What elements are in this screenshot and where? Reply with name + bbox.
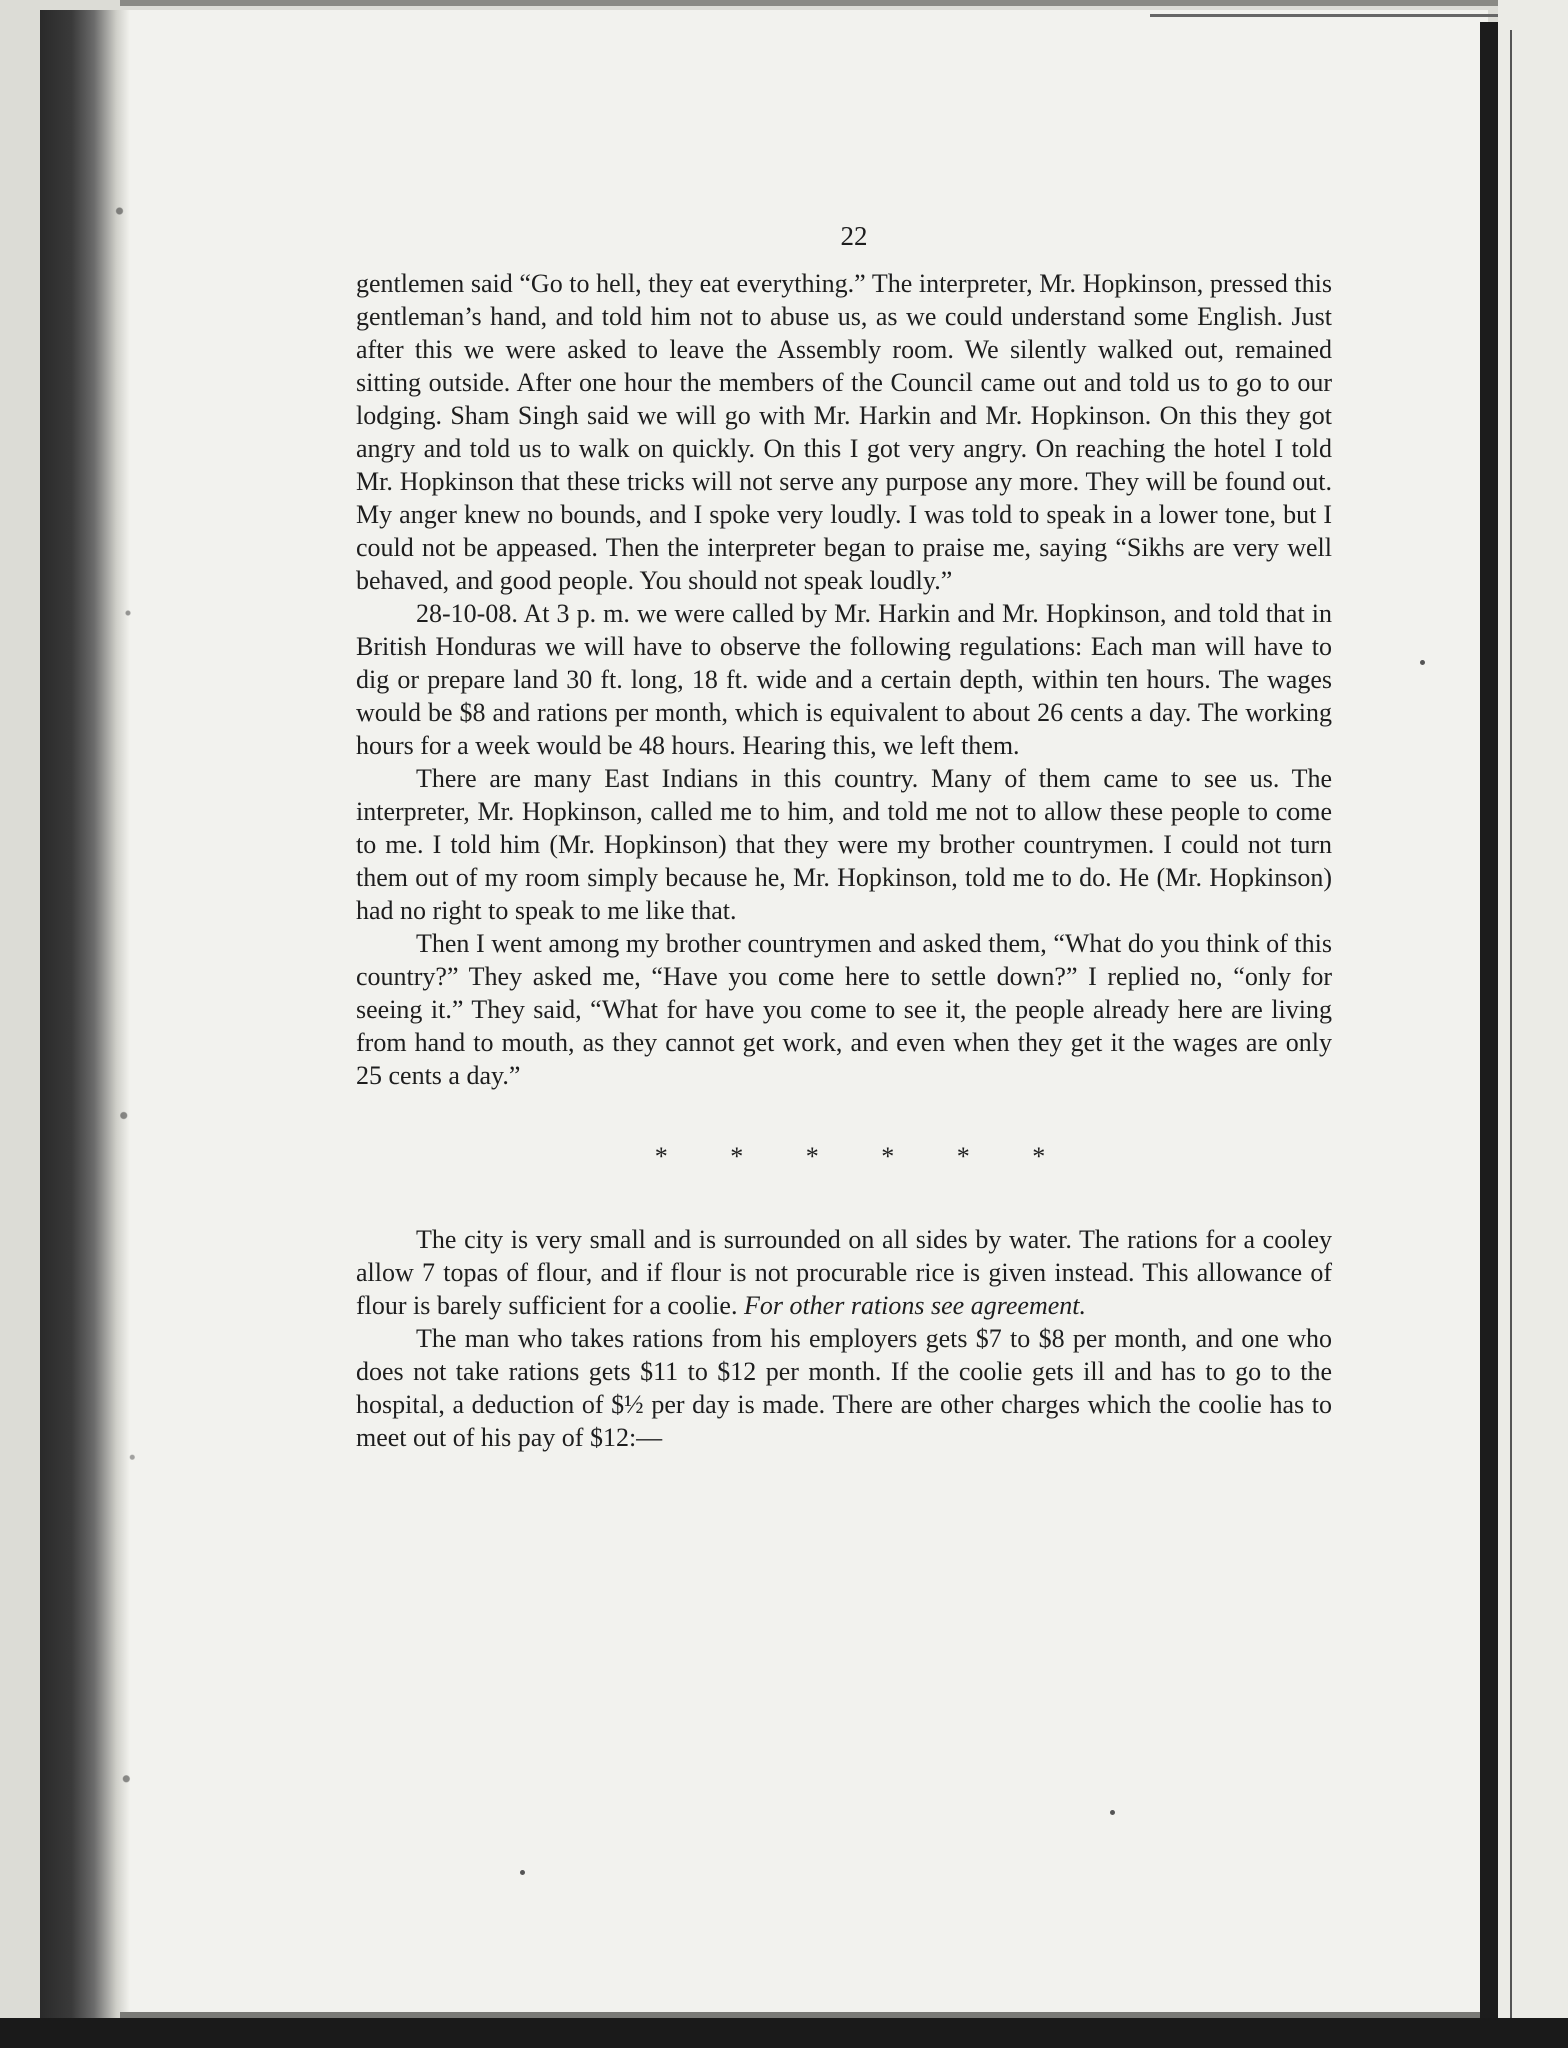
page-number: 22 xyxy=(840,221,868,251)
left-binding-speckle xyxy=(60,10,145,2020)
right-border-rule xyxy=(1480,22,1498,2048)
ink-speck xyxy=(1420,660,1425,665)
paragraph-regulations: 28-10-08. At 3 p. m. we were called by Mr. Harkin and Mr. Hopkinson, and told that in British Honduras we will have to observe the following regulations: Each man will have to dig or prepare land 30 ft. long, 18 ft. wide and a certain depth, within ten hours. The wages would be $8 and rations per month, which is equivalent to about 26 cents a day. The working hours for a week would be 48 hours. Hearing this, we left them. xyxy=(356,599,1332,760)
paragraph-city-rations-italic: For other rations see agreement. xyxy=(743,1291,1086,1320)
paragraph-city-rations xyxy=(356,1223,1332,1322)
paragraph-wages: The man who takes rations from his employers gets $7 to $8 per month, and one who does not take rations gets $11 to $12 per month. If the coolie gets ill and has to go to the hospital, a deduction of $½ per day is made. There are other charges which the coolie has to meet out of his pay of $12:— xyxy=(356,1324,1332,1452)
page-text xyxy=(356,220,1332,1454)
top-right-border-line xyxy=(1150,14,1530,17)
paragraph-city-rations-text: The city is very small and is surrounded on all sides by water. The rations for a cooley allow 7 topas of flour, and if flour is not procurable rice is given instead. This allowance of flour is barely sufficient for a coolie. xyxy=(356,1225,1332,1320)
paragraph-east-indians: There are many East Indians in this country. Many of them came to see us. The interpreter, Mr. Hopkinson, called me to him, and told me not to allow these people to come to me. I told him (Mr. Hopkinson) that they were my brother countrymen. I could not turn them out of my room simply because he, Mr. Hopkinson, told me to do. He (Mr. Hopkinson) had no right to speak to me like that. xyxy=(356,764,1332,925)
right-outer-margin xyxy=(1498,0,1568,2048)
section-rations xyxy=(356,1223,1332,1454)
paragraph-council-meeting: gentlemen said “Go to hell, they eat everything.” The interpreter, Mr. Hopkinson, pressed this gentleman’s hand, and told him not to abuse us, as we could understand some English. Just after this we were asked to leave the Assembly room. We silently walked out, remained sitting outside. After one hour the members of the Council came out and told us to go to our lodging. Sham Singh said we will go with Mr. Harkin and Mr. Hopkinson. On this they got angry and told us to walk on quickly. On this I got very angry. On reaching the hotel I told Mr. Hopkinson that these tricks will not serve any purpose any more. They will be found out. My anger knew no bounds, and I spoke very loudly. I was told to speak in a lower tone, but I could not be appeased. Then the interpreter began to praise me, saying “Sikhs are very well behaved, and good people. You should not speak loudly.” xyxy=(356,269,1332,595)
ink-speck xyxy=(520,1870,525,1875)
ink-speck xyxy=(1110,1810,1115,1815)
right-thin-line xyxy=(1510,30,1512,2048)
bottom-dark-band xyxy=(0,2018,1568,2048)
top-border-line xyxy=(120,0,1568,6)
section-separator: * * * * * * xyxy=(654,1142,1074,1171)
paragraph-countrymen: Then I went among my brother countrymen and asked them, “What do you think of this country?” They asked me, “Have you come here to settle down?” I replied no, “only for seeing it.” They said, “What for have you come to see it, the people already here are living from hand to mouth, as they cannot get work, and even when they get it the wages are only 25 cents a day.” xyxy=(356,929,1332,1090)
